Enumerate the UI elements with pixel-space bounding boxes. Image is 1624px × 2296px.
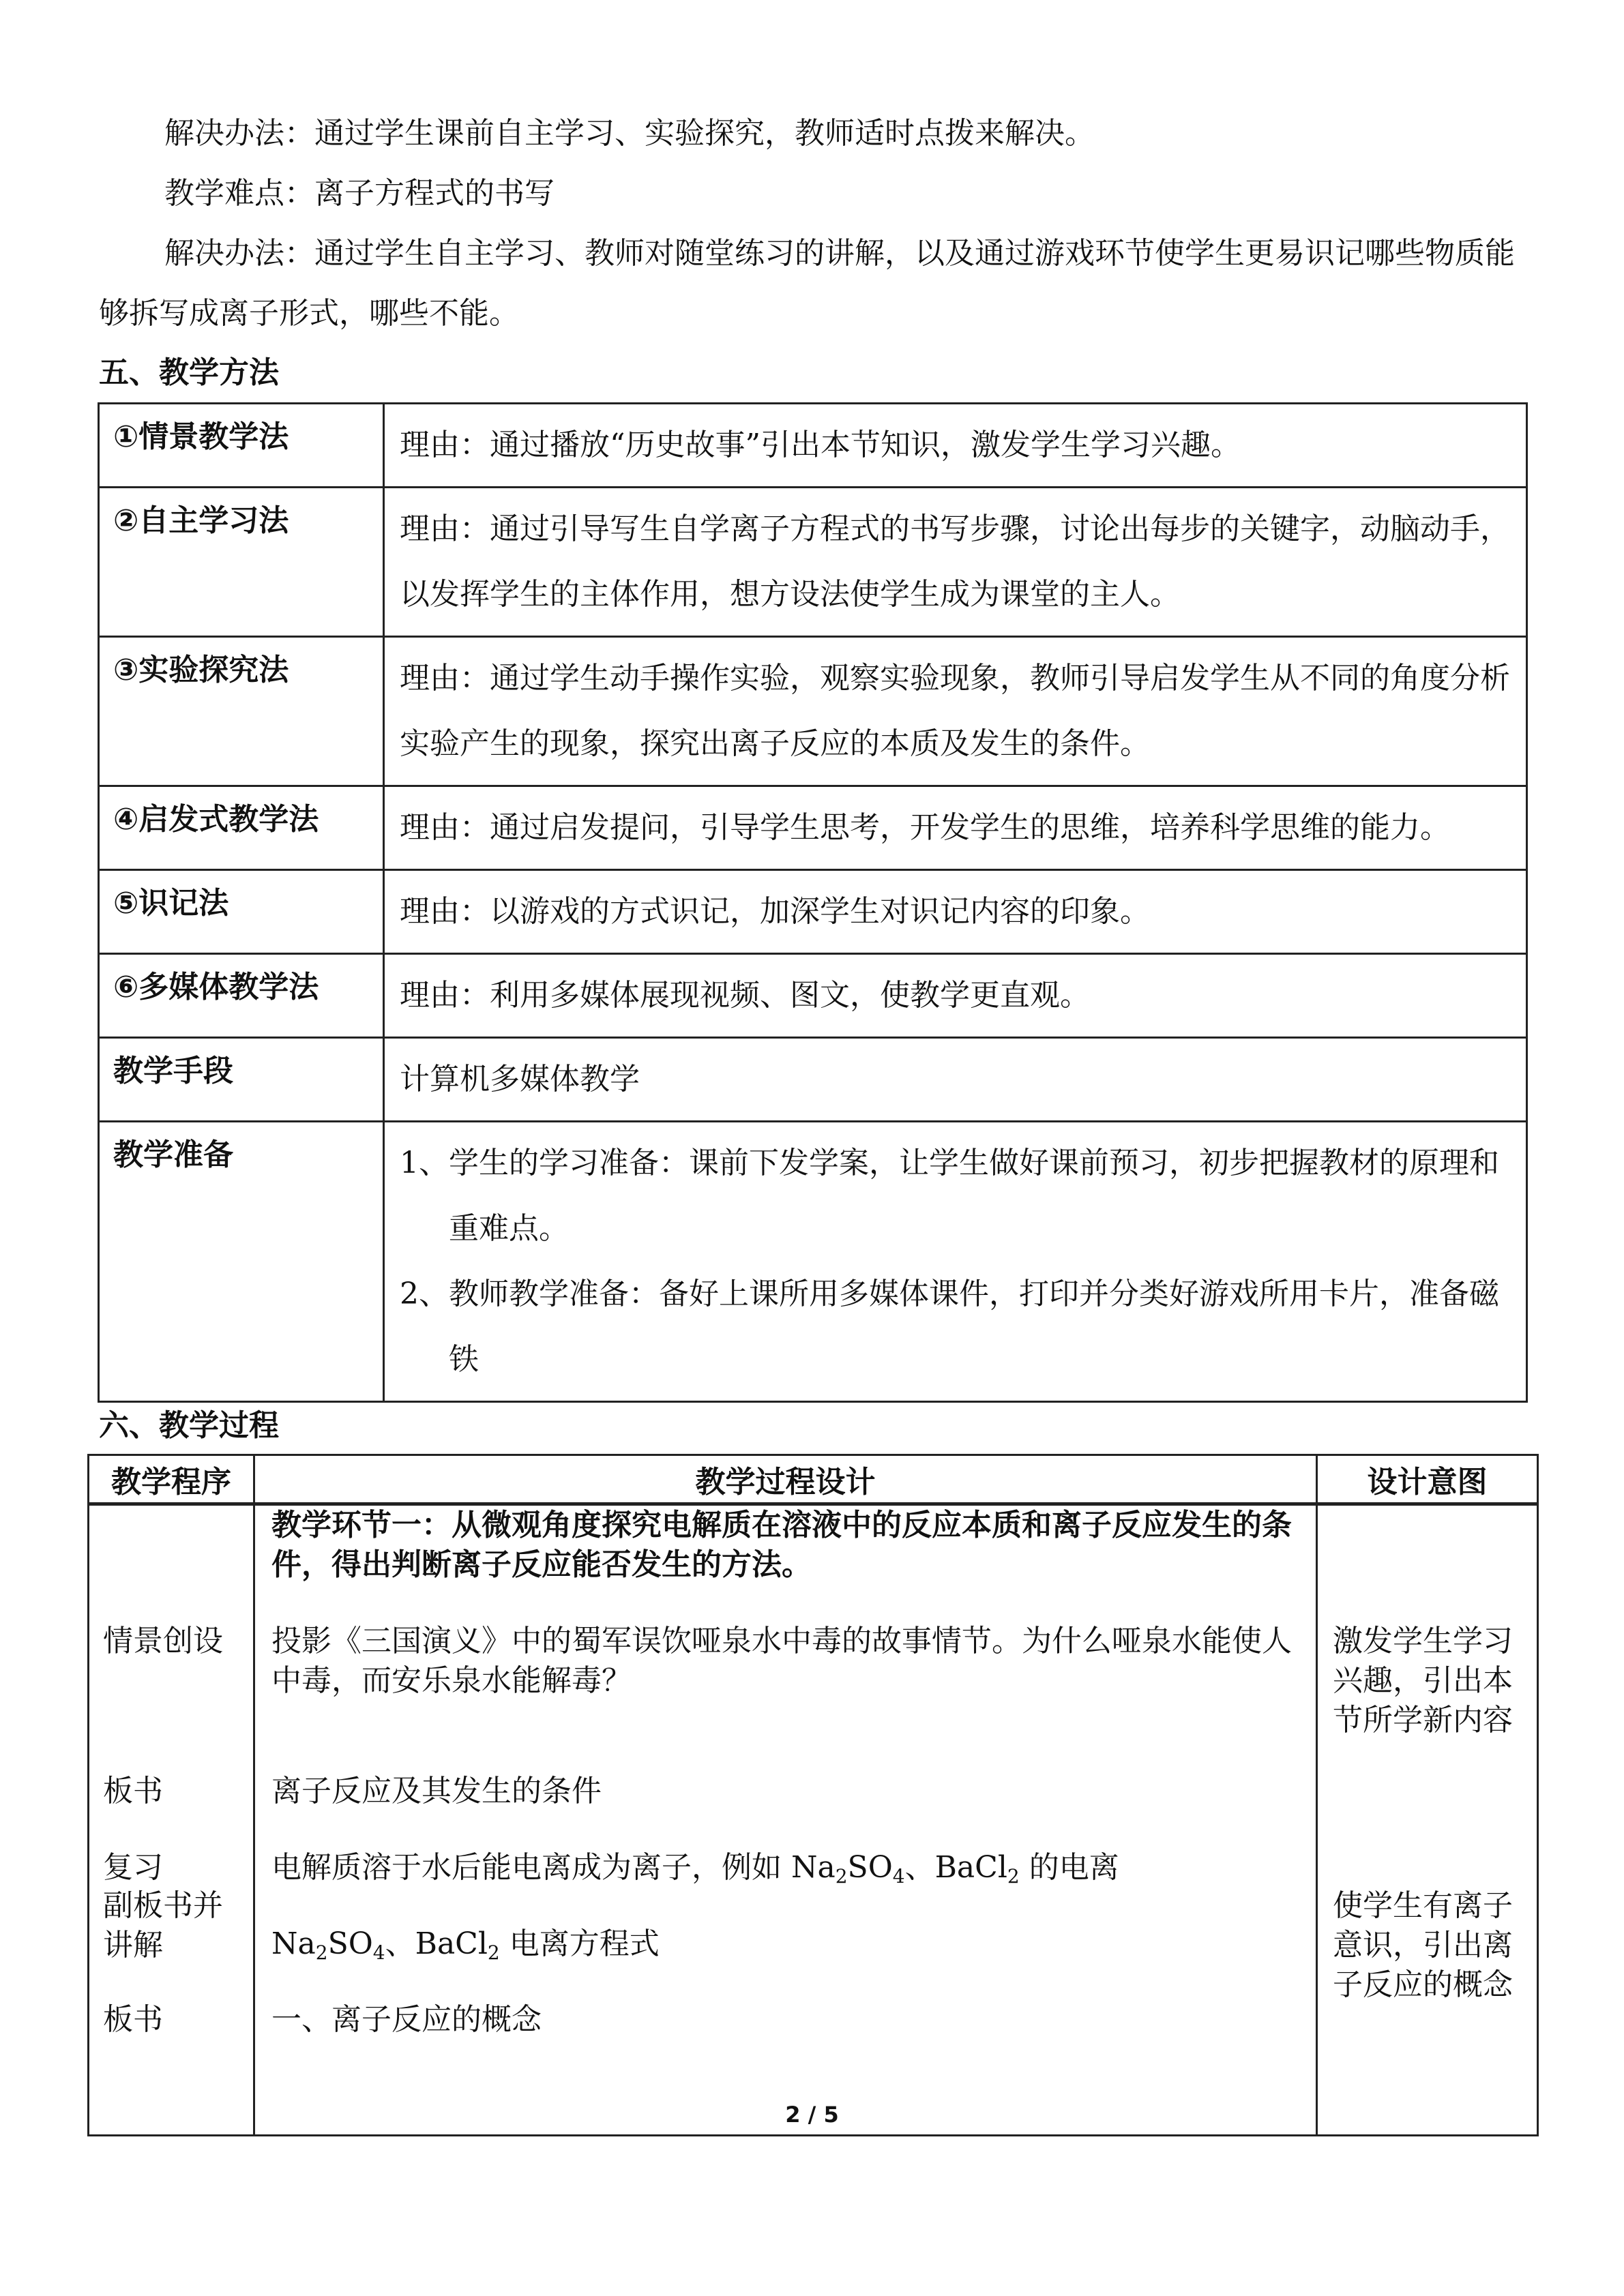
board-content: 离子反应及其发生的条件 [271, 1774, 602, 1808]
method-label: ③实验探究法 [99, 637, 384, 786]
prep-label: 教学准备 [99, 1122, 384, 1402]
header-design: 教学过程设计 [254, 1455, 1317, 1504]
method-label: ⑤识记法 [99, 870, 384, 954]
teaching-methods-table [98, 402, 1528, 1403]
intent-text: 使学生有离子意识，引出离子反应的概念 [1333, 1888, 1513, 2002]
method-label: ②自主学习法 [99, 488, 384, 637]
step-label: 板书 [103, 2002, 163, 2037]
equation-content: $Na_2SO_4$、BaCl$_2$ 电离方程式 [271, 1926, 660, 1964]
board-content: 一、离子反应的概念 [271, 2002, 542, 2037]
method-reason: 理由：通过引导写生自学离子方程式的书写步骤，讨论出每步的关键字，动脑动手，以发挥学生的主体作用，想方设法使学生成为课堂的主人。 [384, 488, 1527, 637]
prep-item-number: 1、 [400, 1146, 449, 1180]
method-label: ①情景教学法 [99, 404, 384, 488]
difficulty-text: 教学难点：离子方程式的书写 [164, 176, 555, 211]
step-label: 副板书并讲解 [103, 1888, 223, 1963]
process-body-row [89, 1504, 1538, 2136]
process-header-row [89, 1455, 1538, 1504]
method-reason: 理由：以游戏的方式识记，加深学生对识记内容的印象。 [384, 870, 1527, 954]
page-number: 2 / 5 [785, 2102, 839, 2128]
prep-item [400, 1131, 1511, 1262]
step-label: 板书 [103, 1774, 163, 1808]
prep-item-text: 学生的学习准备：课前下发学案，让学生做好课前预习，初步把握教材的原理和重难点。 [449, 1146, 1499, 1246]
teaching-process-table [87, 1454, 1539, 2136]
header-procedure: 教学程序 [89, 1455, 254, 1504]
procedure-column [89, 1504, 254, 2136]
method-row [99, 786, 1527, 870]
step-label: 复习 [103, 1850, 163, 1885]
method-row [99, 637, 1527, 786]
section-5-title: 五、教学方法 [99, 355, 279, 390]
solution-text-2: 解决办法：通过学生自主学习、教师对随堂练习的讲解，以及通过游戏环节使学生更易识记哪些物质能够拆写成离子形式，哪些不能。 [99, 236, 1515, 331]
method-reason: 理由：通过播放“历史故事”引出本节知识，激发学生学习兴趣。 [384, 404, 1527, 488]
means-text: 计算机多媒体教学 [384, 1038, 1527, 1122]
stage-title: 教学环节一：从微观角度探究电解质在溶液中的反应本质和离子反应发生的条件，得出判断离子反应能否发生的方法。 [271, 1508, 1292, 1582]
method-reason: 理由：利用多媒体展现视频、图文，使教学更直观。 [384, 954, 1527, 1038]
header-intent: 设计意图 [1317, 1455, 1538, 1504]
method-row [99, 404, 1527, 488]
review-content: 电解质溶于水后能电离成为离子，例如 $Na_2SO_4$、BaCl$_2$ 的电离 [271, 1850, 1119, 1888]
means-row [99, 1038, 1527, 1122]
prep-item-text: 教师教学准备：备好上课所用多媒体课件，打印并分类好游戏所用卡片，准备磁铁 [449, 1277, 1499, 1377]
intent-text: 激发学生学习兴趣，引出本节所学新内容 [1333, 1624, 1513, 1738]
design-column [254, 1504, 1317, 2136]
method-reason: 理由：通过启发提问，引导学生思考，开发学生的思维，培养科学思维的能力。 [384, 786, 1527, 870]
solution-text-1: 解决办法：通过学生课前自主学习、实验探究，教师适时点拨来解决。 [164, 116, 1095, 151]
prep-item [400, 1262, 1511, 1392]
step-label: 情景创设 [103, 1624, 223, 1658]
method-reason: 理由：通过学生动手操作实验，观察实验现象，教师引导启发学生从不同的角度分析实验产生的现象，探究出离子反应的本质及发生的条件。 [384, 637, 1527, 786]
method-label: ⑥多媒体教学法 [99, 954, 384, 1038]
prep-row [99, 1122, 1527, 1402]
method-row [99, 488, 1527, 637]
prep-list [384, 1122, 1527, 1402]
means-label: 教学手段 [99, 1038, 384, 1122]
scenario-content: 投影《三国演义》中的蜀军误饮哑泉水中毒的故事情节。为什么哑泉水能使人中毒，而安乐泉水能解毒？ [271, 1624, 1292, 1698]
method-label: ④启发式教学法 [99, 786, 384, 870]
prep-item-number: 2、 [400, 1277, 449, 1311]
method-row [99, 954, 1527, 1038]
intent-column [1317, 1504, 1538, 2136]
section-6-title: 六、教学过程 [99, 1408, 279, 1443]
method-row [99, 870, 1527, 954]
